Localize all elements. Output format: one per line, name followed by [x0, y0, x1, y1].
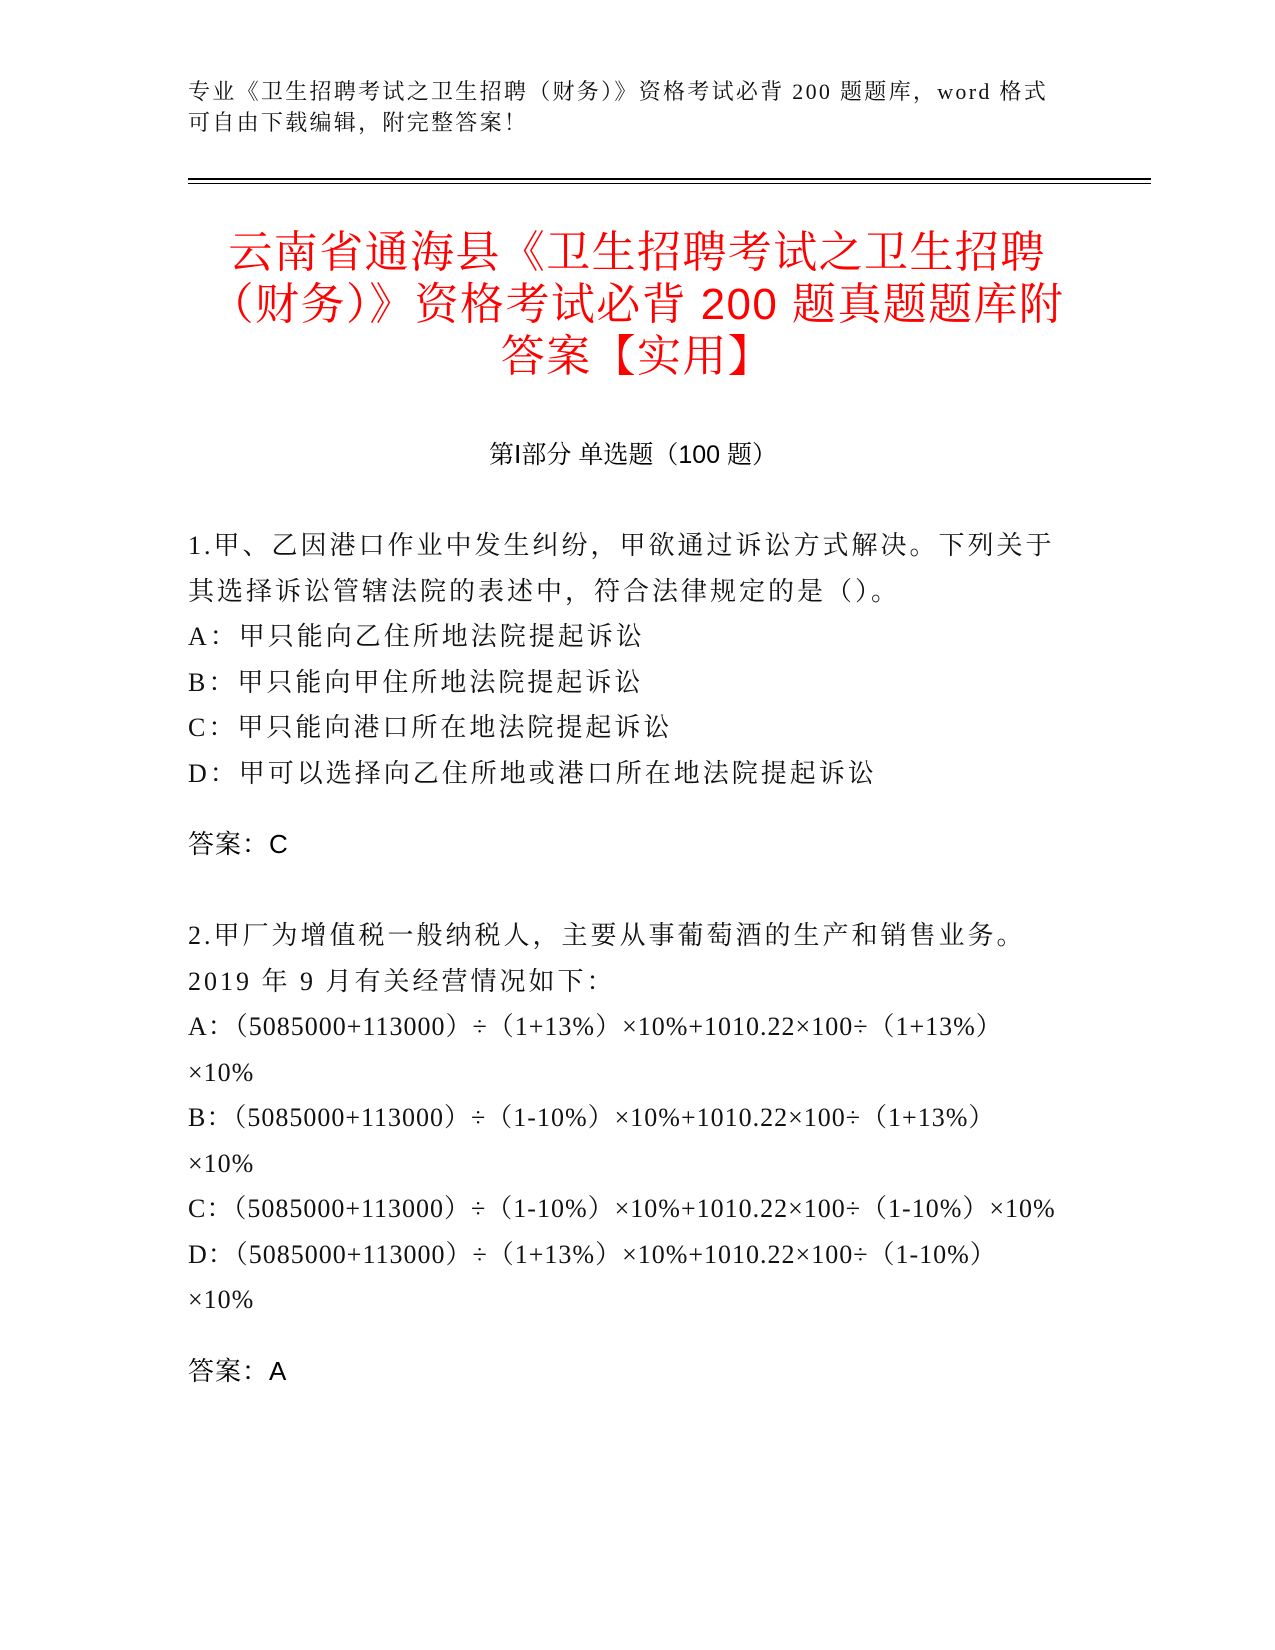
option-a [188, 614, 1068, 660]
answer-label: 答案： [188, 1355, 270, 1386]
question-1 [188, 523, 1068, 868]
option-text: 甲只能向港口所在地法院提起诉讼 [237, 713, 673, 742]
option-label: B： [188, 1103, 234, 1132]
answer-value: A [269, 1355, 288, 1386]
option-d [188, 1232, 1058, 1323]
header-rule-thick [188, 178, 1151, 180]
option-text: （5085000+113000）÷（1-10%）×10%+1010.22×100÷（1-10%）×10% [233, 1194, 1056, 1223]
answer-value: C [269, 829, 289, 859]
question-2 [188, 913, 1068, 1394]
answer-line [188, 1349, 1068, 1395]
question-stem: 2.甲厂为增值税一般纳税人，主要从事葡萄酒的生产和销售业务。2019 年 9 月有关经营情况如下： [188, 921, 1026, 996]
option-b [188, 1095, 1058, 1186]
answer-line [188, 822, 1068, 868]
section-heading: 第Ⅰ部分 单选题（100 题） [489, 441, 777, 469]
option-d [188, 751, 1068, 797]
option-label: D： [188, 758, 239, 788]
header-note: 专业《卫生招聘考试之卫生招聘（财务）》资格考试必背 200 题题库，word 格式可自由下载编辑，附完整答案！ [188, 79, 1049, 135]
option-text: 甲只能向甲住所地法院提起诉讼 [237, 667, 644, 697]
option-label: A： [188, 622, 239, 651]
option-c [188, 1186, 1058, 1232]
option-text: 甲可以选择向乙住所地或港口所在地法院提起诉讼 [238, 758, 877, 788]
document-title: 云南省通海县《卫生招聘考试之卫生招聘（财务）》资格考试必背 200 题真题题库附答案【实用】 [209, 228, 1065, 381]
option-label: D： [188, 1239, 235, 1269]
option-label: C： [188, 713, 238, 742]
option-text: （5085000+113000）÷（1+13%）×10%+1010.22×100÷（1-10%）×10% [188, 1239, 997, 1314]
option-label: B： [188, 667, 238, 697]
question-stem: 1.甲、乙因港口作业中发生纠纷，甲欲通过诉讼方式解决。下列关于其选择诉讼管辖法院的表述中，符合法律规定的是（）。 [188, 531, 1055, 606]
option-text: （5085000+113000）÷（1-10%）×10%+1010.22×100÷（1+13%）×10% [188, 1103, 996, 1178]
option-text: 甲只能向乙住所地法院提起诉讼 [238, 622, 645, 651]
option-label: C： [188, 1194, 234, 1223]
option-label: A： [188, 1012, 235, 1041]
option-text: （5085000+113000）÷（1+13%）×10%+1010.22×100÷（1+13%）×10% [188, 1012, 1003, 1087]
option-b [188, 660, 1068, 706]
answer-label: 答案： [188, 829, 270, 859]
header-rule-thin [188, 183, 1151, 184]
question-list [188, 523, 1068, 1440]
option-c [188, 705, 1068, 751]
option-a [188, 1004, 1058, 1095]
